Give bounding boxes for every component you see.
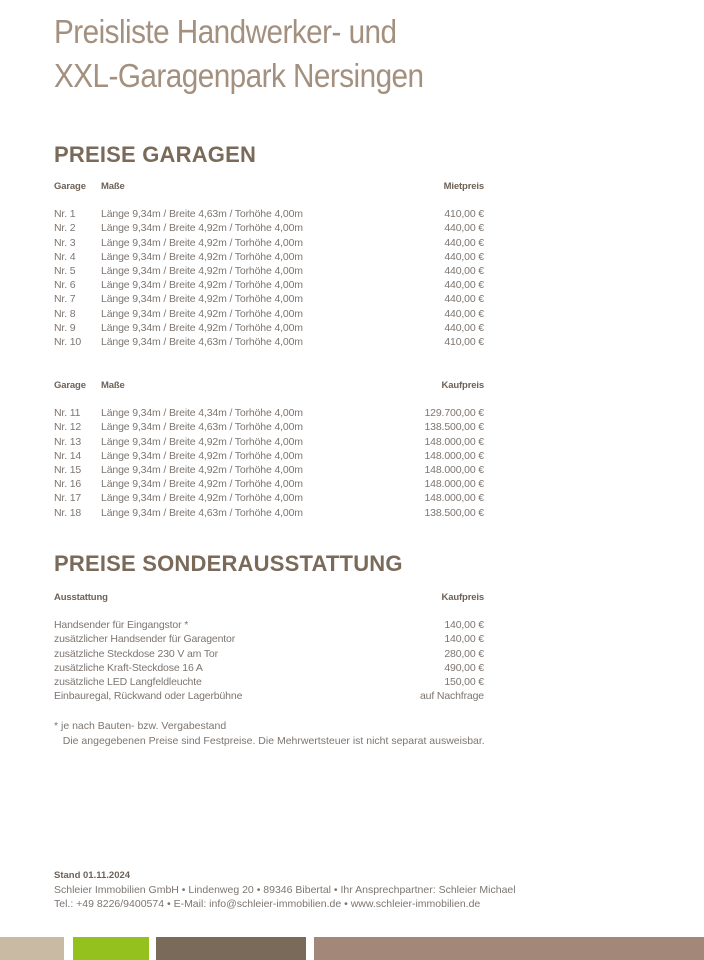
table-cell: zusätzliche Kraft-Steckdose 16 A (54, 661, 203, 674)
table-cell: Einbauregal, Rückwand oder Lagerbühne (54, 690, 243, 703)
table-cell: 490,00 € (444, 661, 484, 674)
table-cell: 148.000,00 € (424, 492, 484, 505)
table-cell: Länge 9,34m / Breite 4,92m / Torhöhe 4,00m (101, 492, 303, 505)
table-cell: Länge 9,34m / Breite 4,63m / Torhöhe 4,00m (101, 421, 303, 434)
table-cell: Länge 9,34m / Breite 4,63m / Torhöhe 4,00m (101, 208, 303, 221)
extras-table (54, 591, 484, 703)
notes: * je nach Bauten- bzw. Vergabestand Die angegebenen Preise sind Festpreise. Die Mehrwertsteuer ist nicht separat ausweisbar. (54, 720, 485, 747)
table-cell: Länge 9,34m / Breite 4,92m / Torhöhe 4,00m (101, 222, 303, 235)
table-row (54, 236, 484, 250)
column-header: Ausstattung (54, 592, 108, 603)
table-row (54, 321, 484, 335)
rent-table (54, 180, 484, 349)
decor-bar-brown (156, 937, 306, 960)
date-stamp: Stand 01.11.2024 (54, 870, 131, 881)
table-row (54, 335, 484, 349)
table-cell: auf Nachfrage (419, 690, 484, 703)
page-title: Preisliste Handwerker- und XXL-Garagenpark Nersingen (54, 13, 424, 94)
table-row (54, 406, 484, 420)
table-cell: Länge 9,34m / Breite 4,63m / Torhöhe 4,00m (101, 506, 303, 519)
table-cell: Nr. 4 (54, 250, 76, 263)
table-row (54, 689, 484, 703)
table-cell: 440,00 € (444, 250, 484, 263)
column-header: Kaufpreis (441, 592, 484, 603)
decor-bar-taupe (314, 937, 704, 960)
column-header: Maße (101, 181, 125, 192)
table-cell: 440,00 € (444, 307, 484, 320)
table-cell: Länge 9,34m / Breite 4,92m / Torhöhe 4,00m (101, 449, 303, 462)
table-cell: Nr. 18 (54, 506, 82, 519)
table-cell: 129.700,00 € (424, 407, 484, 420)
table-row (54, 491, 484, 505)
table-cell: 150,00 € (444, 675, 484, 688)
section-heading-garagen: PREISE GARAGEN (54, 142, 257, 167)
table-row (54, 463, 484, 477)
table-cell: 440,00 € (444, 264, 484, 277)
table-cell: Länge 9,34m / Breite 4,34m / Torhöhe 4,00m (101, 407, 303, 420)
table-row (54, 675, 484, 689)
table-cell: Nr. 11 (54, 407, 81, 420)
table-cell: Länge 9,34m / Breite 4,92m / Torhöhe 4,00m (101, 321, 303, 334)
table-header (54, 180, 484, 194)
table-cell: 148.000,00 € (424, 463, 484, 476)
column-header: Garage (54, 181, 86, 192)
table-cell: 440,00 € (444, 321, 484, 334)
table-cell: 148.000,00 € (424, 478, 484, 491)
table-cell: Nr. 14 (54, 449, 82, 462)
purchase-table (54, 379, 484, 520)
table-row (54, 449, 484, 463)
table-row (54, 647, 484, 661)
table-cell: Länge 9,34m / Breite 4,92m / Torhöhe 4,00m (101, 264, 303, 277)
table-cell: 440,00 € (444, 222, 484, 235)
table-cell: Länge 9,34m / Breite 4,63m / Torhöhe 4,00m (101, 335, 303, 348)
table-row (54, 661, 484, 675)
table-row (54, 307, 484, 321)
column-header: Maße (101, 380, 125, 391)
table-row (54, 632, 484, 646)
table-cell: Nr. 15 (54, 463, 82, 476)
table-cell: Nr. 1 (54, 208, 76, 221)
table-cell: 440,00 € (444, 293, 484, 306)
table-row (54, 435, 484, 449)
table-cell: Länge 9,34m / Breite 4,92m / Torhöhe 4,00m (101, 279, 303, 292)
table-cell: Nr. 9 (54, 321, 76, 334)
table-cell: zusätzlicher Handsender für Garagentor (54, 633, 236, 646)
decor-bar-beige (0, 937, 64, 960)
table-row (54, 477, 484, 491)
table-cell: Nr. 5 (54, 264, 76, 277)
table-row (54, 506, 484, 520)
table-cell: Nr. 8 (54, 307, 76, 320)
table-cell: Länge 9,34m / Breite 4,92m / Torhöhe 4,00m (101, 250, 303, 263)
table-header (54, 379, 484, 393)
contact-info: Tel.: +49 8226/9400574 • E-Mail: info@schleier-immobilien.de • www.schleier-immobilien.de (54, 898, 481, 910)
company-address: Schleier Immobilien GmbH • Lindenweg 20 • 89346 Bibertal • Ihr Ansprechpartner: Schleier Michael (54, 884, 516, 896)
table-row (54, 207, 484, 221)
table-cell: 148.000,00 € (424, 435, 484, 448)
section-heading-sonder: PREISE SONDERAUSSTATTUNG (54, 551, 403, 576)
table-cell: Nr. 10 (54, 335, 82, 348)
column-header: Kaufpreis (441, 380, 484, 391)
table-cell: 440,00 € (444, 279, 484, 292)
table-cell: 140,00 € (444, 619, 484, 632)
table-row (54, 618, 484, 632)
table-row (54, 250, 484, 264)
table-cell: Nr. 6 (54, 279, 76, 292)
table-cell: zusätzliche LED Langfeldleuchte (54, 675, 202, 688)
table-cell: zusätzliche Steckdose 230 V am Tor (54, 647, 218, 660)
table-cell: Nr. 7 (54, 293, 76, 306)
table-cell: Länge 9,34m / Breite 4,92m / Torhöhe 4,00m (101, 236, 303, 249)
table-cell: 138.500,00 € (424, 506, 484, 519)
table-row (54, 292, 484, 306)
column-header: Mietpreis (443, 181, 484, 192)
decor-bar-green (73, 937, 149, 960)
table-cell: Handsender für Eingangstor * (54, 619, 189, 632)
table-cell: Länge 9,34m / Breite 4,92m / Torhöhe 4,00m (101, 293, 303, 306)
table-cell: Nr. 17 (54, 492, 82, 505)
table-header (54, 591, 484, 605)
table-cell: Nr. 3 (54, 236, 76, 249)
table-cell: Nr. 13 (54, 435, 82, 448)
table-cell: 148.000,00 € (424, 449, 484, 462)
table-cell: 138.500,00 € (424, 421, 484, 434)
table-cell: 440,00 € (444, 236, 484, 249)
table-cell: 410,00 € (444, 335, 484, 348)
table-row (54, 278, 484, 292)
table-cell: 140,00 € (444, 633, 484, 646)
table-cell: Nr. 2 (54, 222, 76, 235)
table-cell: Länge 9,34m / Breite 4,92m / Torhöhe 4,00m (101, 478, 303, 491)
table-cell: Nr. 16 (54, 478, 82, 491)
table-row (54, 264, 484, 278)
table-cell: 280,00 € (444, 647, 484, 660)
table-cell: Länge 9,34m / Breite 4,92m / Torhöhe 4,00m (101, 463, 303, 476)
table-row (54, 221, 484, 235)
table-cell: Länge 9,34m / Breite 4,92m / Torhöhe 4,00m (101, 435, 303, 448)
footer (54, 868, 516, 911)
table-cell: Nr. 12 (54, 421, 82, 434)
table-cell: 410,00 € (444, 208, 484, 221)
table-cell: Länge 9,34m / Breite 4,92m / Torhöhe 4,00m (101, 307, 303, 320)
table-row (54, 420, 484, 434)
column-header: Garage (54, 380, 86, 391)
